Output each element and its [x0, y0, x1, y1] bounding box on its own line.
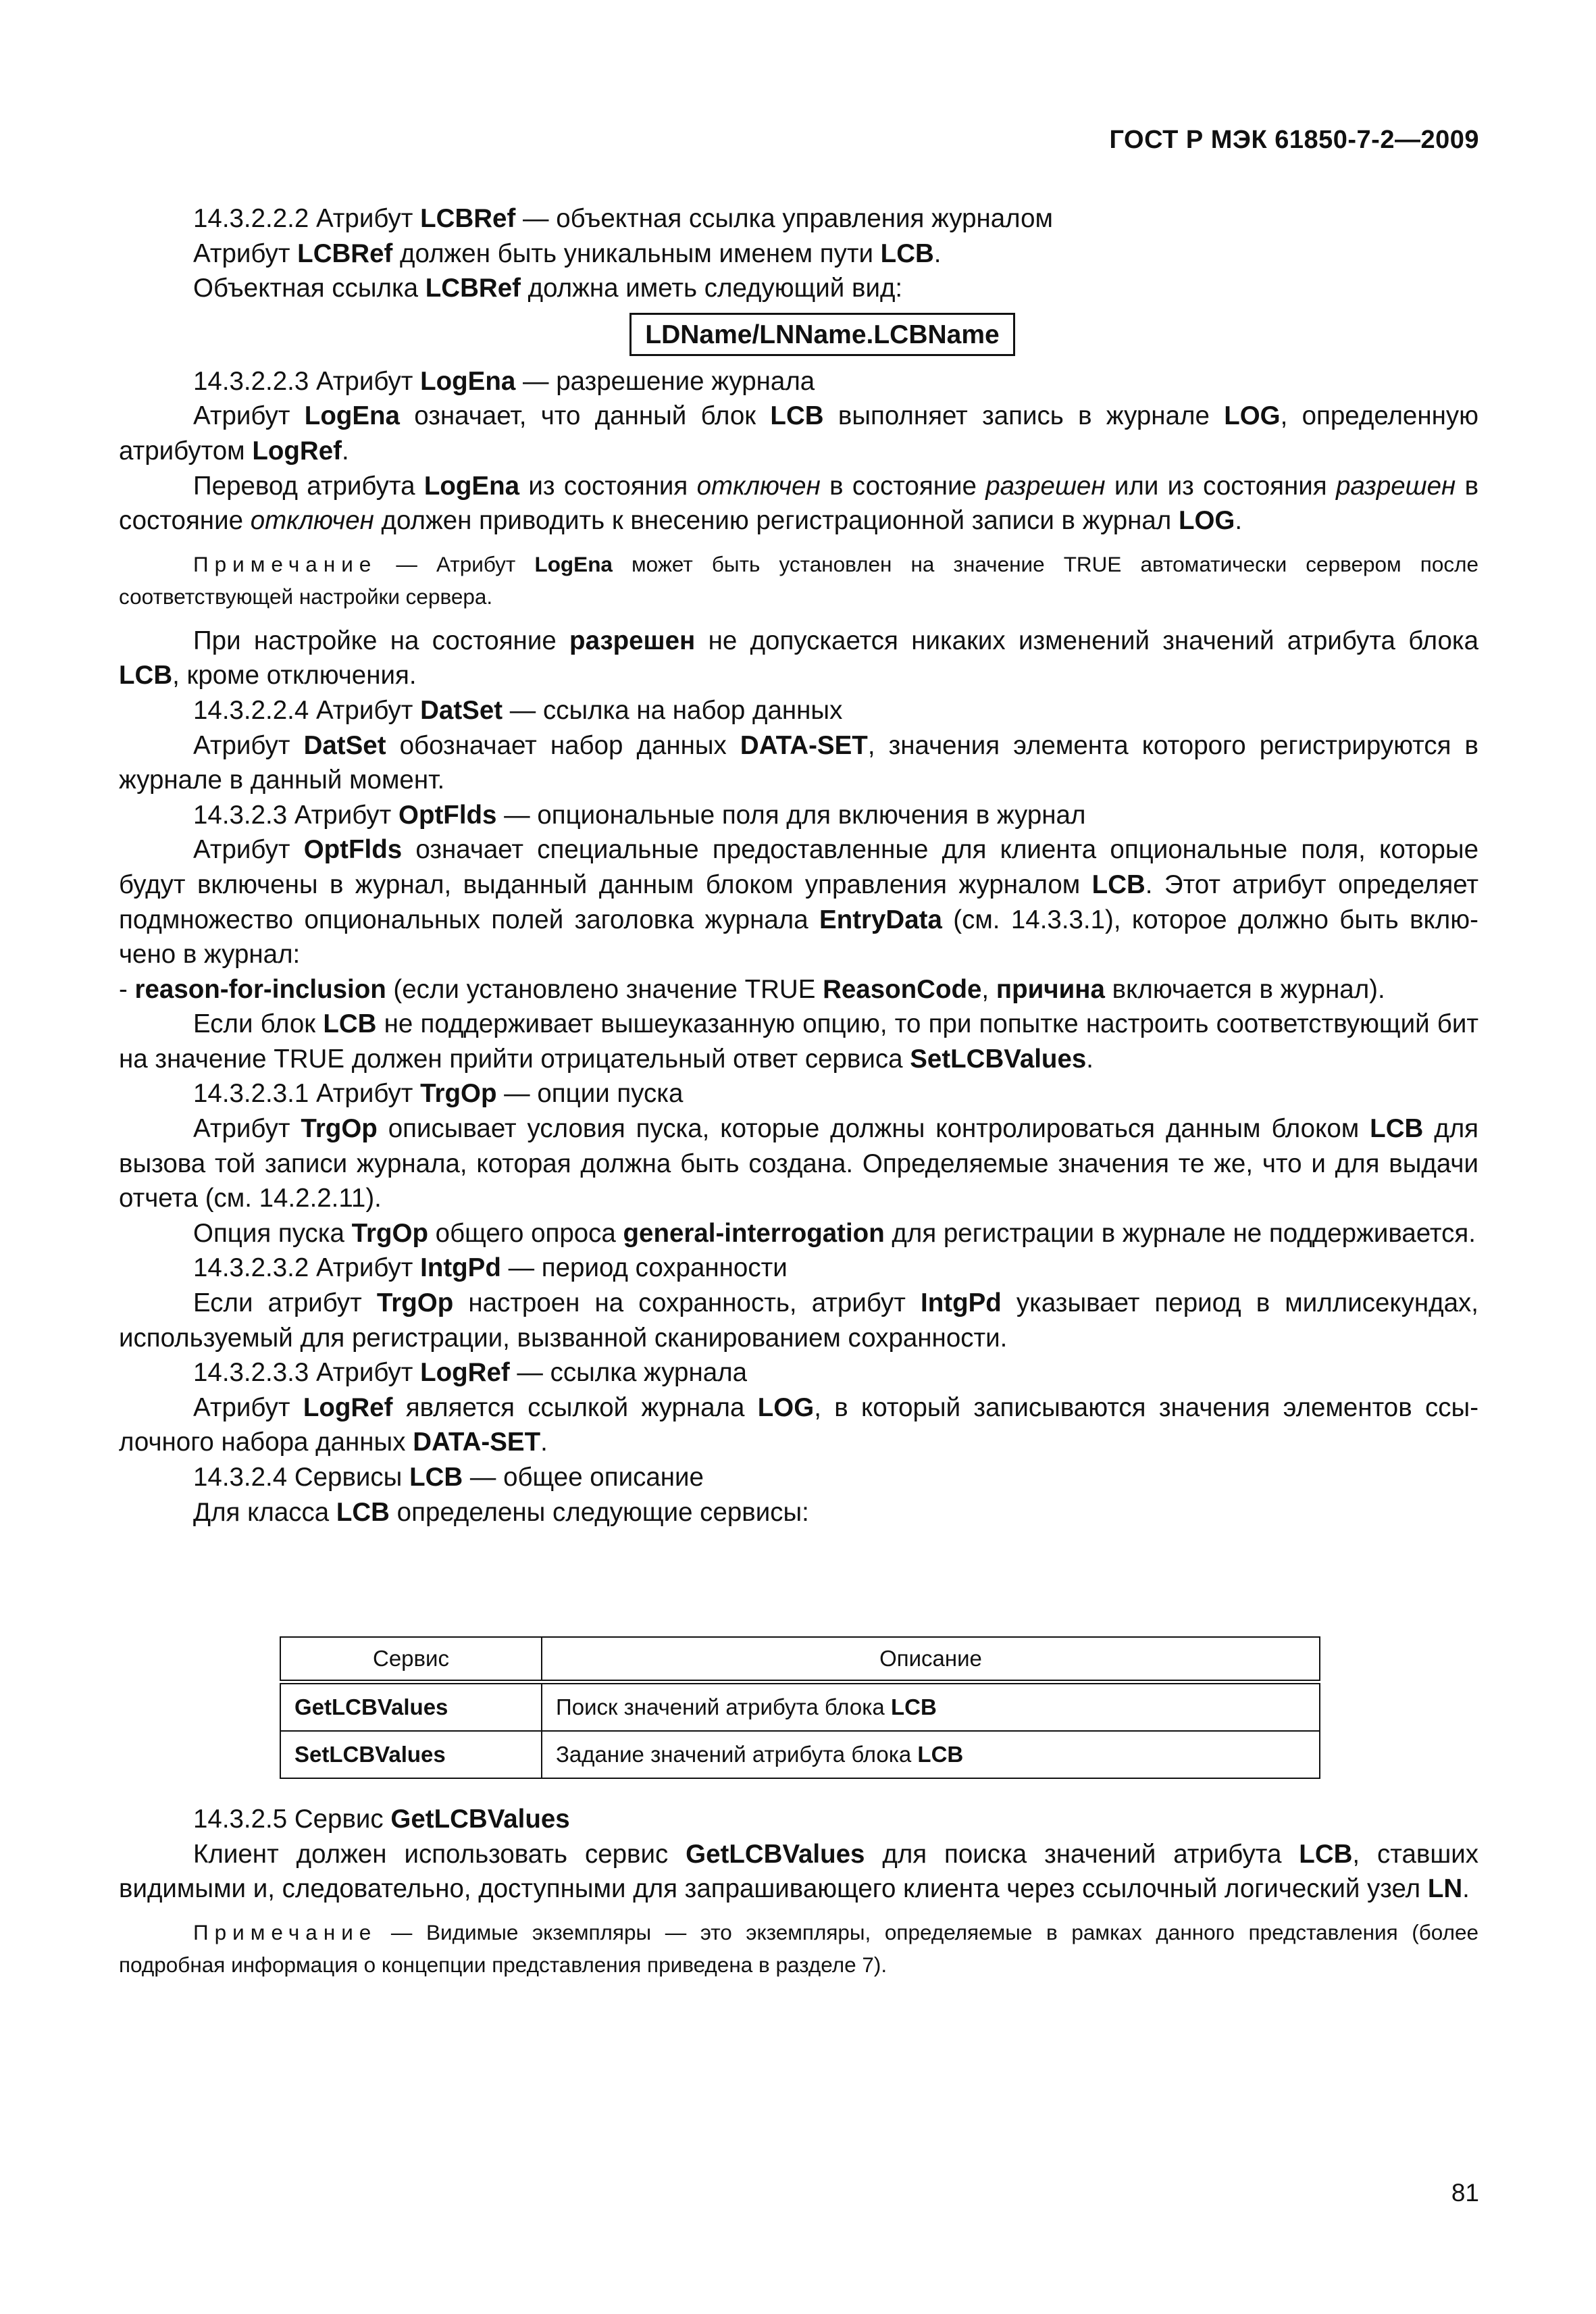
- paragraph: [119, 1460, 1478, 1495]
- bold-term: LogRef: [252, 436, 342, 466]
- text-run: включается в журнал).: [1104, 974, 1385, 1004]
- document-header: ГОСТ Р МЭК 61850-7-2—2009: [1109, 126, 1479, 154]
- bold-term: разрешен: [569, 626, 696, 655]
- text-run: — ссылка журнала: [509, 1358, 748, 1388]
- text-run: Для класса: [193, 1497, 336, 1527]
- bold-term: LCBRef: [420, 204, 516, 233]
- bold-term: OptFlds: [398, 800, 497, 830]
- document-body: [119, 201, 1478, 1992]
- text-run: в состояние: [820, 471, 986, 501]
- bold-term: LCB: [1299, 1839, 1353, 1869]
- text-run: не поддерживает вышеуказанную опцию, то при попытке настроить соответствующий бит на значение TRUE должен прийти отрицательный ответ сервиса: [119, 1009, 1478, 1074]
- bold-term: GetLCBValues: [390, 1805, 570, 1834]
- bold-term: LOG: [1178, 506, 1235, 536]
- spacer: [119, 1530, 1478, 1636]
- text-run: При настройке на состояние: [193, 626, 570, 655]
- bold-term: LogRef: [303, 1392, 393, 1422]
- text-run: должна иметь следующий вид:: [520, 274, 903, 303]
- paragraph: [119, 1111, 1478, 1216]
- text-run: .: [933, 238, 942, 268]
- text-run: .: [540, 1428, 548, 1457]
- paragraph: [119, 972, 1478, 1007]
- text-run: — Атрибут: [377, 551, 535, 576]
- bold-term: LogRef: [420, 1358, 510, 1388]
- text-run: должен приводить к внесению регистрационной записи в журнал: [374, 506, 1179, 536]
- bold-term: IntgPd: [921, 1288, 1002, 1318]
- bold-term: SetLCBValues: [910, 1044, 1087, 1074]
- text-run: , определенную атрибутом: [119, 401, 1478, 466]
- text-run: , ставших видимыми и, следовательно, доступными для запрашивающего клиента через ссылочный логический узел: [119, 1839, 1478, 1904]
- bold-term: LCBRef: [425, 274, 521, 303]
- text-run: должен быть уникальным именем пути: [392, 238, 881, 268]
- text-run: Атрибут: [193, 835, 304, 865]
- bold-term: LCB: [323, 1009, 377, 1039]
- bold-term: TrgOp: [420, 1079, 497, 1109]
- text-run: 14.3.2.2.2 Атрибут: [193, 204, 421, 233]
- bold-term: LCB: [770, 401, 824, 431]
- bold-term: TrgOp: [376, 1288, 454, 1318]
- paragraph: [119, 201, 1478, 236]
- services-table: [280, 1636, 1320, 1779]
- text-run: 14.3.2.3.1 Атрибут: [193, 1079, 421, 1109]
- paragraph: [119, 1390, 1478, 1460]
- bold-term: LogEna: [534, 551, 613, 576]
- paragraph: [119, 1007, 1478, 1076]
- text-run: Если атрибут: [193, 1288, 377, 1318]
- text-run: Поиск значений атрибута блока: [556, 1694, 891, 1720]
- bold-term: LCB: [917, 1742, 964, 1767]
- paragraph: [119, 236, 1478, 272]
- paragraph: [119, 1076, 1478, 1111]
- bold-term: LOG: [1224, 401, 1281, 431]
- bold-term: DATA-SET: [740, 730, 868, 760]
- bold-term: LCB: [336, 1497, 390, 1527]
- bold-term: LogEna: [423, 471, 520, 501]
- bold-term: GetLCBValues: [686, 1839, 865, 1869]
- paragraph: [119, 728, 1478, 798]
- paragraph: [119, 798, 1478, 833]
- text-run: выполняет запись в журнале: [823, 401, 1225, 431]
- text-run: ,: [981, 974, 996, 1004]
- italic-term: разрешен: [985, 471, 1106, 501]
- text-run: для регистрации в журнале не поддерживается.: [884, 1218, 1476, 1248]
- table-header-row: [280, 1637, 1320, 1682]
- bold-term: DATA-SET: [413, 1428, 541, 1457]
- text-run: Если блок: [193, 1009, 324, 1039]
- text-run: 14.3.2.5 Сервис: [193, 1805, 391, 1834]
- bold-term: LCB: [890, 1694, 937, 1720]
- text-run: или из состояния: [1105, 471, 1336, 501]
- paragraph: [119, 1802, 1478, 1837]
- text-run: означает, что данный блок: [399, 401, 771, 431]
- text-run: — ссылка на набор данных: [503, 695, 843, 725]
- paragraph: [119, 469, 1478, 538]
- column-header: Сервис: [280, 1637, 542, 1682]
- bold-term: OptFlds: [303, 835, 403, 865]
- text-run: обозначает набор данных: [386, 730, 740, 760]
- paragraph: [119, 624, 1478, 693]
- paragraph: [119, 271, 1478, 306]
- bold-term: IntgPd: [420, 1253, 501, 1283]
- bold-term: LCBRef: [297, 238, 393, 268]
- bold-term: TrgOp: [301, 1114, 378, 1144]
- paragraph: [119, 1837, 1478, 1907]
- bold-term: ReasonCode: [823, 974, 982, 1004]
- text-run: является ссылкой журнала: [392, 1392, 758, 1422]
- paragraph: [119, 364, 1478, 399]
- text-run: Задание значений атрибута блока: [556, 1742, 918, 1767]
- text-run: 14.3.2.3.3 Атрибут: [193, 1358, 421, 1388]
- table-row: [280, 1682, 1320, 1732]
- italic-term: отключен: [250, 506, 374, 536]
- text-run: Атрибут: [193, 238, 298, 268]
- text-run: определены следующие сервисы:: [389, 1497, 809, 1527]
- bold-term: LCB: [880, 238, 934, 268]
- bold-term: LogEna: [420, 366, 516, 396]
- text-run: общего опроса: [428, 1218, 623, 1248]
- bold-term: LN: [1427, 1874, 1463, 1904]
- service-name-cell: GetLCBValues: [280, 1682, 542, 1732]
- paragraph: [119, 832, 1478, 972]
- text-run: , кроме отключения.: [172, 661, 417, 690]
- text-run: 14.3.2.2.4 Атрибут: [193, 695, 421, 725]
- text-run: (см. 14.3.3.1), которое должно быть включено в журнал:: [119, 905, 1478, 970]
- bold-term: general-interrogation: [623, 1218, 885, 1248]
- text-run: , в который записываются значения элементов ссылочного набора данных: [119, 1392, 1479, 1457]
- text-run: (если установлено значение TRUE: [386, 974, 823, 1004]
- bold-term: LOG: [757, 1392, 815, 1422]
- text-run: .: [1462, 1874, 1470, 1904]
- paragraph: [119, 399, 1478, 468]
- text-run: — общее описание: [463, 1463, 704, 1492]
- column-header: Описание: [542, 1637, 1320, 1682]
- service-name-cell: SetLCBValues: [280, 1731, 542, 1778]
- bold-term: причина: [996, 974, 1105, 1004]
- text-run: Атрибут: [193, 401, 305, 431]
- text-run: из состояния: [519, 471, 697, 501]
- text-run: 14.3.2.3 Атрибут: [193, 800, 399, 830]
- text-run: -: [119, 974, 135, 1004]
- reference-format-box: LDName/LNName.LCBName: [629, 313, 1014, 356]
- note: [119, 1916, 1478, 1981]
- text-run: , значения элемента которого регистрируются в журнале в данный момент.: [119, 730, 1478, 795]
- text-run: 14.3.2.4 Сервисы: [193, 1463, 410, 1492]
- italic-term: отключен: [696, 471, 821, 501]
- paragraph: [119, 1355, 1478, 1390]
- bold-term: LogEna: [304, 401, 400, 431]
- table-row: [280, 1731, 1320, 1778]
- text-run: Атрибут: [193, 730, 304, 760]
- page-number: 81: [1451, 2179, 1479, 2207]
- text-run: — Видимые экземпляры — это экземпляры, определяемые в рамках данного представления (более подробная информация о концепции представления приведена в разделе 7).: [119, 1919, 1478, 1977]
- text-run: не допускается никаких изменений значений атрибута блока: [695, 626, 1479, 655]
- paragraph: [119, 693, 1478, 728]
- text-run: Атрибут: [193, 1392, 303, 1422]
- text-run: 14.3.2.2.3 Атрибут: [193, 366, 421, 396]
- bold-term: DatSet: [303, 730, 386, 760]
- paragraph: [119, 1495, 1478, 1530]
- text-run: — период сохранности: [500, 1253, 788, 1283]
- bold-term: EntryData: [819, 905, 942, 934]
- bold-term: TrgOp: [351, 1218, 428, 1248]
- text-run: для поиска значений атрибута: [865, 1839, 1299, 1869]
- text-run: для вызова той записи журнала, которая должна быть создана. Определяемые значения те же, что и для выдачи отчета (см. 14.2.2.11).: [119, 1114, 1479, 1213]
- note-label: Примечание: [193, 551, 378, 576]
- text-run: — разрешение журнала: [515, 366, 815, 396]
- text-run: Перевод атрибута: [193, 471, 424, 501]
- service-description-cell: [542, 1731, 1320, 1778]
- text-run: в состояние: [119, 471, 1479, 536]
- text-run: .: [1086, 1044, 1093, 1074]
- text-run: .: [1235, 506, 1243, 536]
- text-run: указывает период в миллисекундах, используемый для регистрации, вызванной сканированием сохранности.: [119, 1288, 1478, 1353]
- formula-wrapper: [119, 313, 1478, 356]
- text-run: означает специальные предоставленные для клиента опциональные поля, которые будут включены в журнал, выданный данным блоком управления журналом: [119, 835, 1479, 899]
- service-description-cell: [542, 1682, 1320, 1732]
- italic-term: разрешен: [1335, 471, 1456, 501]
- text-run: описывает условия пуска, которые должны контролироваться данным блоком: [377, 1114, 1370, 1144]
- text-run: — опциональные поля для включения в журнал: [496, 800, 1086, 830]
- text-run: .: [341, 436, 349, 466]
- paragraph: [119, 1286, 1478, 1355]
- text-run: Атрибут: [193, 1114, 301, 1144]
- text-run: может быть установлен на значение TRUE автоматически сервером после соответствующей настройки сервера.: [119, 551, 1478, 609]
- note-label: Примечание: [193, 1919, 378, 1944]
- bold-term: LCB: [1370, 1114, 1424, 1144]
- spacer: [119, 1779, 1478, 1802]
- note: [119, 548, 1478, 613]
- text-run: Объектная ссылка: [193, 274, 426, 303]
- text-run: Клиент должен использовать сервис: [193, 1839, 686, 1869]
- text-run: — объектная ссылка управления журналом: [515, 204, 1053, 233]
- text-run: — опции пуска: [496, 1079, 684, 1109]
- bold-term: LCB: [119, 661, 173, 690]
- bold-term: LCB: [409, 1463, 463, 1492]
- text-run: 14.3.2.3.2 Атрибут: [193, 1253, 421, 1283]
- text-run: . Этот атрибут определяет подмножество опциональных полей заголовка журнала: [119, 870, 1478, 934]
- text-run: настроен на сохранность, атрибут: [453, 1288, 921, 1318]
- bold-term: LCB: [1091, 870, 1145, 899]
- paragraph: [119, 1216, 1478, 1251]
- bold-term: DatSet: [420, 695, 503, 725]
- text-run: Опция пуска: [193, 1218, 352, 1248]
- bold-term: reason-for-inclusion: [134, 974, 386, 1004]
- paragraph: [119, 1251, 1478, 1286]
